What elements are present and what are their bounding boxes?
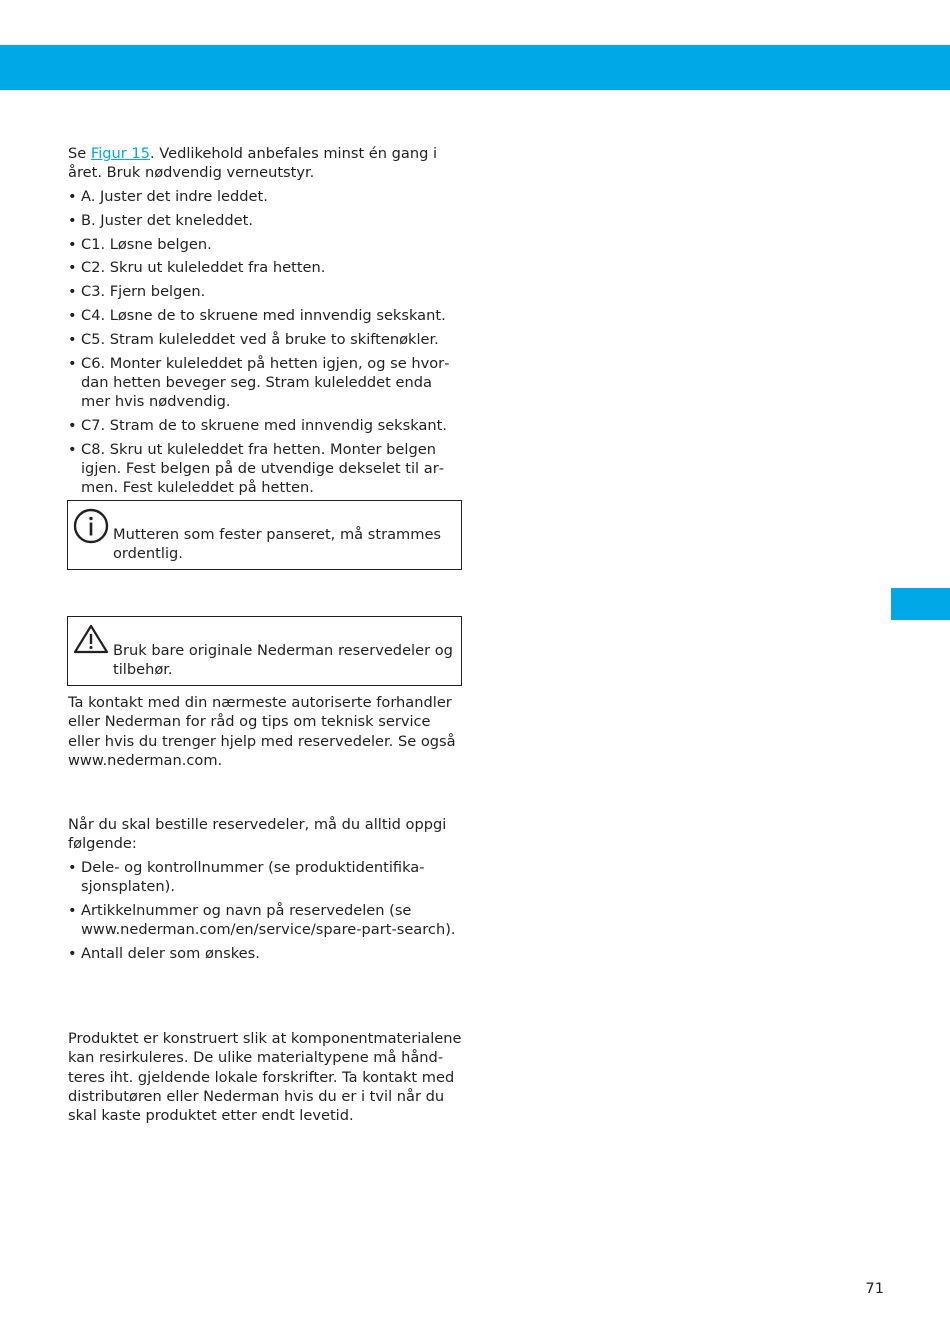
- step-c3: • C3. Fjern belgen.: [68, 282, 464, 301]
- maintenance-intro: [68, 144, 464, 183]
- step-c6: • C6. Monter kuleleddet på hetten igjen, og se hvordan hetten beveger seg. Stram kuleleddet enda mer hvis nødvendig.: [68, 354, 464, 412]
- ordering-item: • Dele- og kontrollnummer (se produktidentifikasjonsplaten).: [68, 858, 464, 897]
- intro-prefix: Se: [68, 145, 91, 162]
- step-c1: • C1. Løsne belgen.: [68, 235, 464, 254]
- page-number: 71: [865, 1280, 884, 1297]
- ordering-section: [68, 815, 464, 964]
- step-c8: • C8. Skru ut kuleleddet fra hetten. Monter belgen igjen. Fest belgen på de utvendige dekselet til armen. Fest kuleleddet på hetten.: [68, 440, 464, 498]
- service-text: Ta kontakt med din nærmeste autoriserte forhandler eller Nederman for råd og tips om teknisk service eller hvis du trenger hjelp med reservedeler. Se også www.nederman.com.: [68, 694, 456, 769]
- warning-icon: [73, 624, 109, 654]
- service-section: [68, 693, 464, 770]
- maintenance-steps: [68, 187, 464, 498]
- step-c7: • C7. Stram de to skruene med innvendig sekskant.: [68, 416, 464, 435]
- maintenance-section: [68, 144, 464, 498]
- warning-note: [67, 616, 462, 686]
- step-a: • A. Juster det indre leddet.: [68, 187, 464, 206]
- ordering-list: [68, 858, 464, 963]
- recycling-text: Produktet er konstruert slik at komponentmaterialene kan resirkuleres. De ulike materialtypene må håndteres iht. gjeldende lokale forskrifter. Ta kontakt med distributøren eller Nederman hvis du er i tvil når du skal kaste produktet etter endt levetid.: [68, 1030, 462, 1125]
- ordering-item: • Antall deler som ønskes.: [68, 944, 464, 963]
- figure-15-link[interactable]: Figur 15: [90, 145, 150, 162]
- header-color-band: [0, 45, 950, 90]
- language-section-tab: [891, 588, 950, 620]
- info-icon: [73, 508, 109, 544]
- ordering-intro: Når du skal bestille reservedeler, må du alltid oppgi følgende:: [68, 816, 447, 853]
- info-note: [67, 500, 462, 570]
- step-c4: • C4. Løsne de to skruene med innvendig sekskant.: [68, 306, 464, 325]
- intro-suffix: . Vedlikehold anbefales minst én gang i året. Bruk nødvendig verneutstyr.: [68, 145, 438, 182]
- ordering-item: • Artikkelnummer og navn på reservedelen (se www.nederman.com/en/service/spare-part-search).: [68, 901, 464, 940]
- step-c2: • C2. Skru ut kuleleddet fra hetten.: [68, 258, 464, 277]
- warning-note-text: Bruk bare originale Nederman reservedeler og tilbehør.: [113, 642, 453, 679]
- step-b: • B. Juster det kneleddet.: [68, 211, 464, 230]
- step-c5: • C5. Stram kuleleddet ved å bruke to skiftenøkler.: [68, 330, 464, 349]
- recycling-section: [68, 1029, 464, 1125]
- info-note-text: Mutteren som fester panseret, må strammes ordentlig.: [113, 526, 442, 563]
